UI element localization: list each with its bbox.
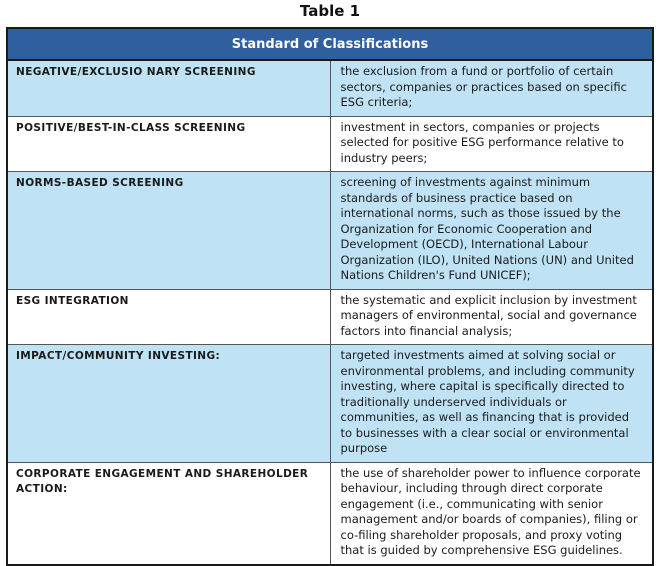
table-row	[7, 462, 653, 565]
row-term: CORPORATE ENGAGEMENT AND SHAREHOLDER ACTION:	[7, 462, 330, 565]
row-term: ESG INTEGRATION	[7, 289, 330, 345]
table-header-title: Standard of Classifications	[7, 28, 653, 60]
table-row	[7, 116, 653, 172]
table-caption: Table 1	[299, 2, 361, 20]
table-row	[7, 289, 653, 345]
row-term: NEGATIVE/EXCLUSIO NARY SCREENING	[7, 60, 330, 116]
table-row	[7, 172, 653, 290]
row-term: NORMS-BASED SCREENING	[7, 172, 330, 290]
row-definition: the use of shareholder power to influence corporate behaviour, including through direct corporate engagement (i.e., communicating with senior management and/or boards of companies), filing or co-filing shareholder proposals, and proxy voting that is guided by comprehensive ESG guidelines.	[330, 462, 653, 565]
row-term: POSITIVE/BEST-IN-CLASS SCREENING	[7, 116, 330, 172]
row-definition: investment in sectors, companies or projects selected for positive ESG performance relative to industry peers;	[330, 116, 653, 172]
row-definition: screening of investments against minimum standards of business practice based on international norms, such as those issued by the Organization for Economic Cooperation and Development (OECD), International Labour Organization (ILO), United Nations (UN) and United Nations Children's Fund UNICEF);	[330, 172, 653, 290]
row-definition: the systematic and explicit inclusion by investment managers of environmental, social and governance factors into financial analysis;	[330, 289, 653, 345]
table-row	[7, 345, 653, 463]
row-term: IMPACT/COMMUNITY INVESTING:	[7, 345, 330, 463]
row-definition: targeted investments aimed at solving social or environmental problems, and including community investing, where capital is specifically directed to traditionally underserved individuals or communities, as well as financing that is provided to businesses with a clear social or environmental purpose	[330, 345, 653, 463]
table-row	[7, 60, 653, 116]
classification-table	[6, 27, 654, 566]
table-header-row	[7, 28, 653, 60]
row-definition: the exclusion from a fund or portfolio of certain sectors, companies or practices based on specific ESG criteria;	[330, 60, 653, 116]
